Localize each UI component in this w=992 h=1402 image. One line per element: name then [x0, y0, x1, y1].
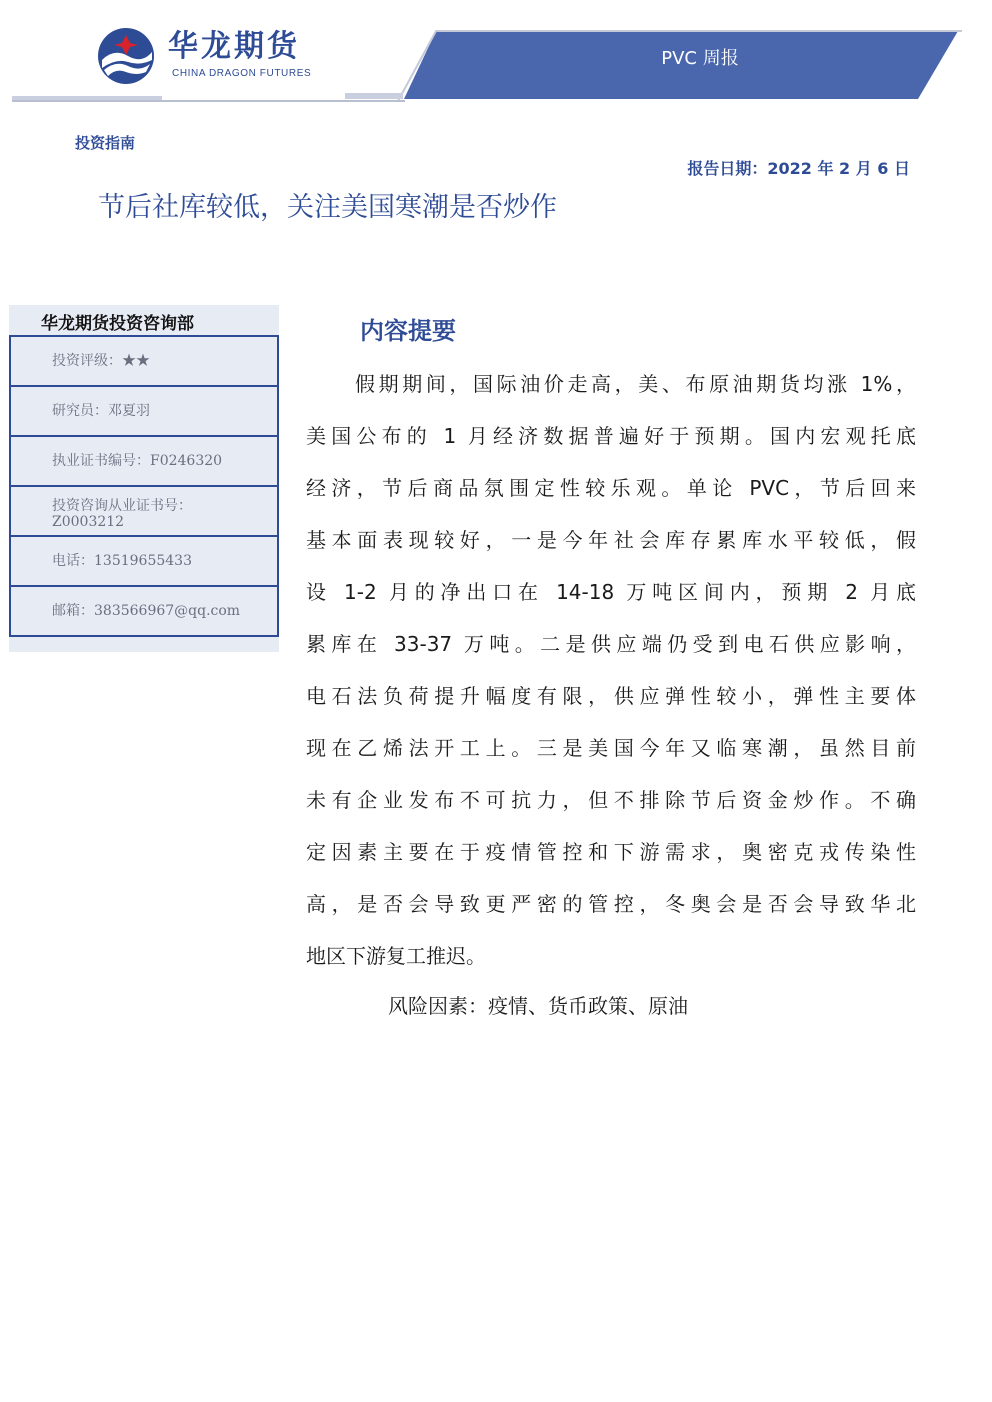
researcher-row — [9, 387, 279, 437]
header-rule-accent-left — [12, 96, 162, 100]
license-row — [9, 437, 279, 487]
summary-line: 现在乙烯法开工上。三是美国今年又临寒潮，虽然目前 — [306, 736, 916, 760]
company-logo — [96, 26, 156, 86]
summary-line: 电石法负荷提升幅度有限，供应弹性较小，弹性主要体 — [306, 684, 916, 708]
researcher-text: 研究员：邓夏羽 — [52, 403, 150, 419]
report-type-label: PVC 周报 — [661, 48, 739, 69]
analyst-info-list — [9, 335, 279, 637]
summary-line: 经济，节后商品氛围定性较乐观。单论 PVC，节后回来 — [306, 476, 916, 500]
license-text: 执业证书编号：F0246320 — [52, 453, 223, 469]
brand-name: 华龙期货 — [168, 29, 300, 64]
phone-row — [9, 537, 279, 587]
header-rule-accent-right — [345, 93, 403, 99]
summary-line: 定因素主要在于疫情管控和下游需求，奥密克戎传染性 — [306, 840, 916, 864]
email-row — [9, 587, 279, 637]
report-title: 节后社库较低，关注美国寒潮是否炒作 — [98, 192, 557, 223]
analyst-info-panel — [9, 305, 279, 652]
summary-heading: 内容提要 — [360, 317, 456, 345]
summary-line: 高，是否会导致更严密的管控，冬奥会是否会导致华北 — [306, 892, 916, 916]
summary-paragraph — [306, 358, 916, 982]
rating-row — [9, 337, 279, 387]
phone-text: 电话：13519655433 — [52, 553, 192, 569]
risk-factors: 风险因素：疫情、货币政策、原油 — [388, 994, 688, 1018]
brand-name-english: CHINA DRAGON FUTURES — [172, 68, 312, 79]
summary-line: 累库在 33-37 万吨。二是供应端仍受到电石供应影响， — [306, 632, 916, 656]
report-date: 报告日期：2022 年 2 月 6 日 — [687, 159, 910, 178]
department-title: 华龙期货投资咨询部 — [41, 314, 194, 334]
summary-line: 基本面表现较好，一是今年社会库存累库水平较低，假 — [306, 528, 916, 552]
summary-line: 假期期间，国际油价走高，美、布原油期货均涨 1%， — [355, 372, 916, 396]
email-text: 邮箱：383566967@qq.com — [52, 603, 241, 619]
summary-line: 设 1-2 月的净出口在 14-18 万吨区间内，预期 2 月底 — [306, 580, 916, 604]
summary-line: 未有企业发布不可抗力，但不排除节后资金炒作。不确 — [306, 788, 916, 812]
consulting-license-row — [9, 487, 279, 537]
section-tag: 投资指南 — [75, 134, 136, 152]
rating-text: 投资评级：★★ — [52, 353, 150, 369]
summary-line: 地区下游复工推迟。 — [306, 944, 486, 968]
consulting-license-text: 投资咨询从业证书号：Z0003212 — [52, 498, 192, 530]
summary-line: 美国公布的 1 月经济数据普遍好于预期。国内宏观托底 — [306, 424, 916, 448]
